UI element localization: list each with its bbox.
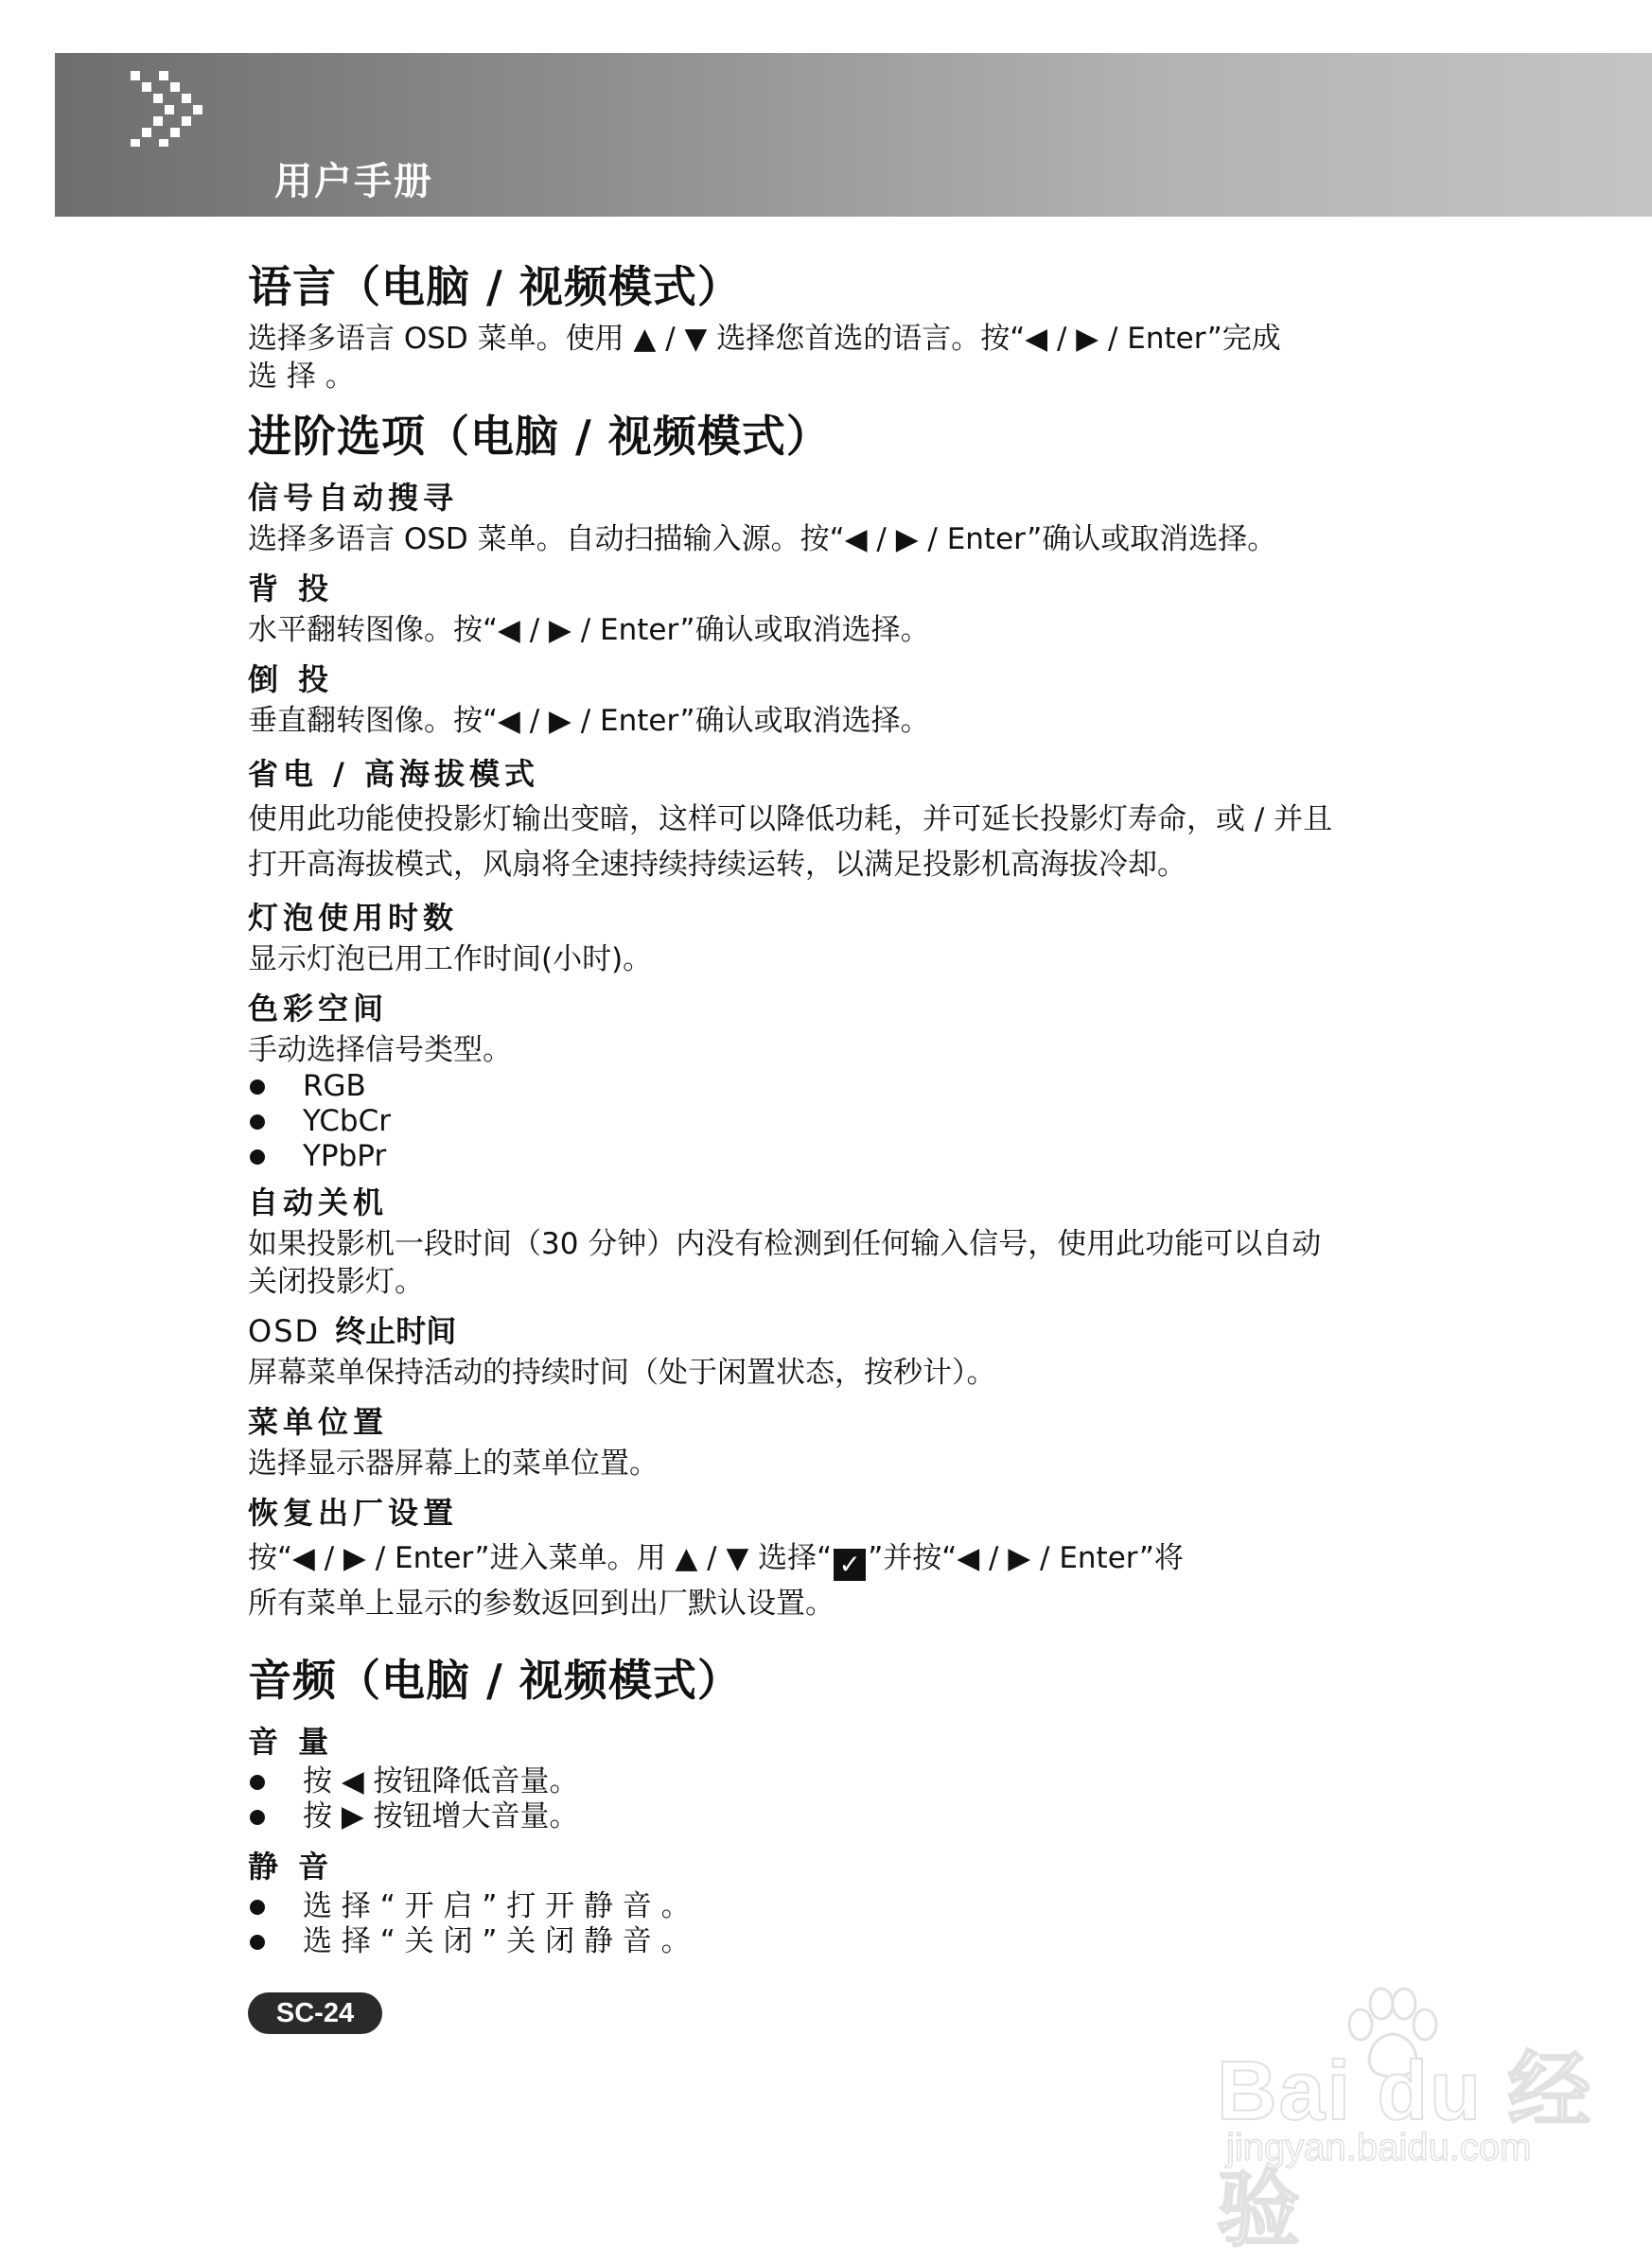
factory-reset-heading: 恢复出厂设置 bbox=[248, 1495, 459, 1531]
color-space-heading: 色彩空间 bbox=[248, 991, 389, 1026]
auto-power-off-text-line-2: 关闭投影灯。 bbox=[248, 1265, 424, 1299]
eco-mode-text-line-2: 打开高海拔模式，风扇将全速持续持续运转，以满足投影机高海拔冷却。 bbox=[248, 848, 1186, 882]
rear-projection-text: 水平翻转图像。按“◀ / ▶ / Enter”确认或取消选择。 bbox=[248, 613, 930, 647]
auto-power-off-heading: 自动关机 bbox=[248, 1184, 389, 1220]
mute-heading: 静 音 bbox=[248, 1849, 334, 1885]
color-space-text: 手动选择信号类型。 bbox=[248, 1033, 512, 1067]
auto-power-off-description bbox=[248, 1225, 1440, 1301]
osd-timeout-prefix: OSD bbox=[248, 1313, 321, 1349]
rear-projection-heading: 背 投 bbox=[248, 570, 334, 606]
volume-heading: 音 量 bbox=[248, 1724, 334, 1760]
volume-list bbox=[248, 1764, 1440, 1834]
language-text-line-1: 选择多语言 OSD 菜单。使用 ▲ / ▼ 选择您首选的语言。按“◀ / ▶ / Enter”完成 bbox=[248, 322, 1281, 356]
menu-position-text: 选择显示器屏幕上的菜单位置。 bbox=[248, 1447, 659, 1481]
checkmark-icon: ✓ bbox=[834, 1549, 866, 1581]
factory-reset-text-line-2: 所有菜单上显示的参数返回到出厂默认设置。 bbox=[248, 1587, 835, 1621]
factory-reset-description bbox=[248, 1535, 1440, 1626]
advanced-heading: 进阶选项（电脑 / 视频模式） bbox=[248, 411, 831, 462]
double-chevron-icon bbox=[131, 71, 216, 147]
list-item: 选 择 “ 关 闭 ” 关 闭 静 音 。 bbox=[248, 1924, 1440, 1959]
watermark-brand: Bai du 经验 bbox=[1217, 2044, 1593, 2256]
language-text-line-2: 选 择 。 bbox=[248, 360, 355, 394]
language-heading: 语言（电脑 / 视频模式） bbox=[248, 261, 742, 312]
color-space-options bbox=[248, 1069, 1440, 1174]
factory-reset-text-line-1 bbox=[248, 1535, 1440, 1581]
page-content bbox=[248, 254, 1440, 1959]
factory-reset-text-b: ”并按“◀ / ▶ / Enter”将 bbox=[868, 1541, 1184, 1575]
ceiling-projection-text: 垂直翻转图像。按“◀ / ▶ / Enter”确认或取消选择。 bbox=[248, 704, 930, 738]
osd-timeout-title: 终止时间 bbox=[335, 1313, 457, 1349]
lamp-hours-text: 显示灯泡已用工作时间(小时)。 bbox=[248, 942, 653, 976]
mute-list bbox=[248, 1889, 1440, 1959]
auto-power-off-text-line-1: 如果投影机一段时间（30 分钟）内没有检测到任何输入信号，使用此功能可以自动 bbox=[248, 1227, 1322, 1261]
osd-timeout-heading bbox=[248, 1308, 1440, 1354]
osd-timeout-text: 屏幕菜单保持活动的持续时间（处于闲置状态，按秒计）。 bbox=[248, 1356, 996, 1390]
watermark bbox=[1198, 1987, 1614, 2256]
eco-mode-description bbox=[248, 797, 1440, 887]
watermark-url: jingyan.baidu.com bbox=[1226, 2127, 1532, 2168]
ceiling-projection-heading: 倒 投 bbox=[248, 661, 334, 697]
manual-title: 用户手册 bbox=[274, 160, 433, 203]
page-number-badge: SC-24 bbox=[248, 1992, 382, 2034]
language-description bbox=[248, 320, 1440, 395]
menu-position-heading: 菜单位置 bbox=[248, 1404, 389, 1440]
lamp-hours-heading: 灯泡使用时数 bbox=[248, 900, 459, 936]
list-item: YCbCr bbox=[248, 1104, 1440, 1139]
signal-search-text: 选择多语言 OSD 菜单。自动扫描输入源。按“◀ / ▶ / Enter”确认或取消选择。 bbox=[248, 522, 1277, 556]
audio-heading: 音频（电脑 / 视频模式） bbox=[248, 1655, 742, 1706]
eco-mode-heading: 省电 / 高海拔模式 bbox=[248, 756, 539, 792]
list-item: 按 ▶ 按钮增大音量。 bbox=[248, 1799, 1440, 1834]
list-item: 选 择 “ 开 启 ” 打 开 静 音 。 bbox=[248, 1889, 1440, 1924]
signal-search-heading: 信号自动搜寻 bbox=[248, 480, 459, 516]
list-item: YPbPr bbox=[248, 1139, 1440, 1174]
eco-mode-text-line-1: 使用此功能使投影灯输出变暗，这样可以降低功耗，并可延长投影灯寿命，或 / 并且 bbox=[248, 802, 1333, 836]
factory-reset-text-a: 按“◀ / ▶ / Enter”进入菜单。用 ▲ / ▼ 选择“ bbox=[248, 1541, 833, 1575]
list-item: 按 ◀ 按钮降低音量。 bbox=[248, 1764, 1440, 1799]
list-item: RGB bbox=[248, 1069, 1440, 1104]
